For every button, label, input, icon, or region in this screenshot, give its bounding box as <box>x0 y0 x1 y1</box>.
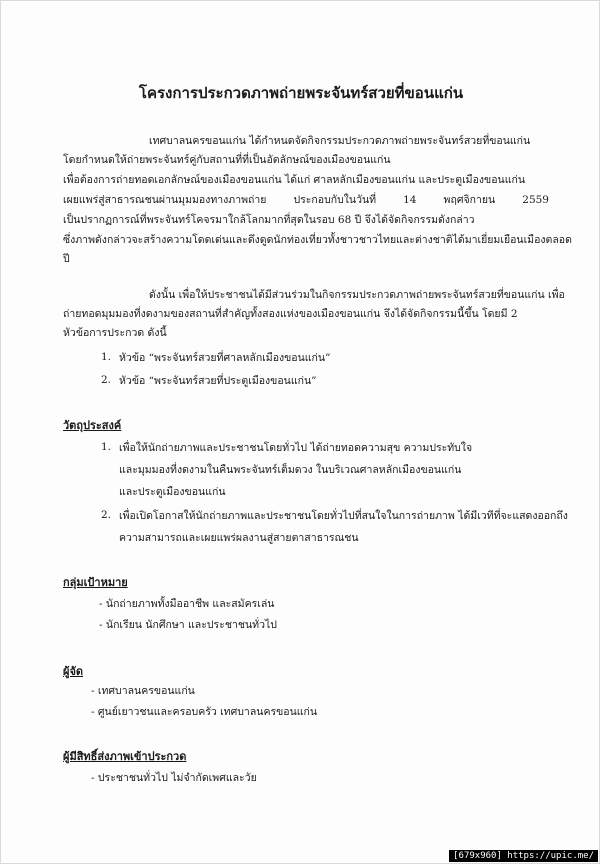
topic-2-number: 2. <box>101 374 112 386</box>
organizer-item-1: - เทศบาลนครขอนแก่น <box>91 685 195 697</box>
para2-line-2: ถ่ายทอดมุมมองที่งดงามของสถานที่สำคัญทั้งสองแห่งของเมืองขอนแก่น จึงได้จัดกิจกรรมนี้ขึ้น โดยมี 2 <box>63 308 518 320</box>
organizer-heading: ผู้จัด <box>63 665 84 678</box>
watermark: [679x960] https://upic.me/ <box>449 850 598 862</box>
document-title: โครงการประกวดภาพถ่ายพระจันทร์สวยที่ขอนแก่น <box>138 84 464 102</box>
eligibility-heading: ผู้มีสิทธิ์ส่งภาพเข้าประกวด <box>63 750 187 763</box>
topic-1-text: หัวข้อ “พระจันทร์สวยที่ศาลหลักเมืองขอนแก่น” <box>119 352 331 364</box>
intro-line-3: เพื่อต้องการถ่ายทอดเอกลักษณ์ของเมืองขอนแก่น ได้แก่ ศาลหลักเมืองขอนแก่น และประตูเมืองขอนแก่น <box>63 174 526 186</box>
para2-line-3: หัวข้อการประกวด ดังนี้ <box>63 327 167 339</box>
target-item-2: - นักเรียน นักศึกษา และประชาชนทั่วไป <box>99 619 277 631</box>
intro-line-7: ปี <box>63 253 70 265</box>
intro-line-5: เป็นปรากฏการณ์ที่พระจันทร์โคจรมาใกล้โลกมากที่สุดในรอบ 68 ปี จึงได้จัดกิจกรรมดังกล่าว <box>63 214 475 226</box>
target-item-1: - นักถ่ายภาพทั้งมืออาชีพ และสมัครเล่น <box>99 598 275 610</box>
intro-line-1: เทศบาลนครขอนแก่น ได้กำหนดจัดกิจกรรมประกวดภาพถ่ายพระจันทร์สวยที่ขอนแก่น <box>149 135 531 147</box>
intro-line-2: โดยกำหนดให้ถ่ายพระจันทร์คู่กับสถานที่ที่เป็นอัตลักษณ์ของเมืองขอนแก่น <box>63 154 391 166</box>
para2-line-1: ดังนั้น เพื่อให้ประชาชนได้มีส่วนร่วมในกิจกรรมประกวดภาพถ่ายพระจันทร์สวยที่ขอนแก่น เพื่อ <box>149 289 565 301</box>
organizer-item-2: - ศูนย์เยาวชนและครอบครัว เทศบาลนครขอนแก่น <box>91 706 318 718</box>
objective-2-number: 2. <box>101 509 112 521</box>
target-heading: กลุ่มเป้าหมาย <box>63 576 128 589</box>
objectives-heading: วัตถุประสงค์ <box>63 419 122 432</box>
objective-1-line-2: และมุมมองที่งดงามในคืนพระจันทร์เต็มดวง ในบริเวณศาลหลักเมืองขอนแก่น <box>119 464 462 476</box>
objective-1-line-1: เพื่อให้นักถ่ายภาพและประชาชนโดยทั่วไป ได้ถ่ายทอดความสุข ความประทับใจ <box>119 442 473 454</box>
objective-1-line-3: และประตูเมืองขอนแก่น <box>119 486 226 498</box>
topic-2-text: หัวข้อ “พระจันทร์สวยที่ประตูเมืองขอนแก่น” <box>119 375 317 387</box>
intro-line-6: ซึ่งภาพดังกล่าวจะสร้างความโดดเด่นและดึงดูดนักท่องเที่ยวทั้งชาวชาวไทยและต่างชาติได้มาเยี่ยมเยือนเมืองตลอด <box>63 234 572 246</box>
eligibility-item-1: - ประชาชนทั่วไป ไม่จำกัดเพศและวัย <box>91 772 257 784</box>
topic-1-number: 1. <box>101 351 112 363</box>
intro-line-4: เผยแพร่สู่สาธารณชนผ่านมุมมองทางภาพถ่าย ประกอบกับในวันที่ 14 พฤศจิกายน 2559 <box>63 194 549 206</box>
objective-2-line-2: ความสามารถและเผยแพร่ผลงานสู่สายตาสาธารณชน <box>119 532 359 544</box>
objective-1-number: 1. <box>101 441 112 453</box>
objective-2-line-1: เพื่อเปิดโอกาสให้นักถ่ายภาพและประชาชนโดยทั่วไปที่สนใจในการถ่ายภาพ ได้มีเวทีที่จะแสดงออกถึง <box>119 510 568 522</box>
